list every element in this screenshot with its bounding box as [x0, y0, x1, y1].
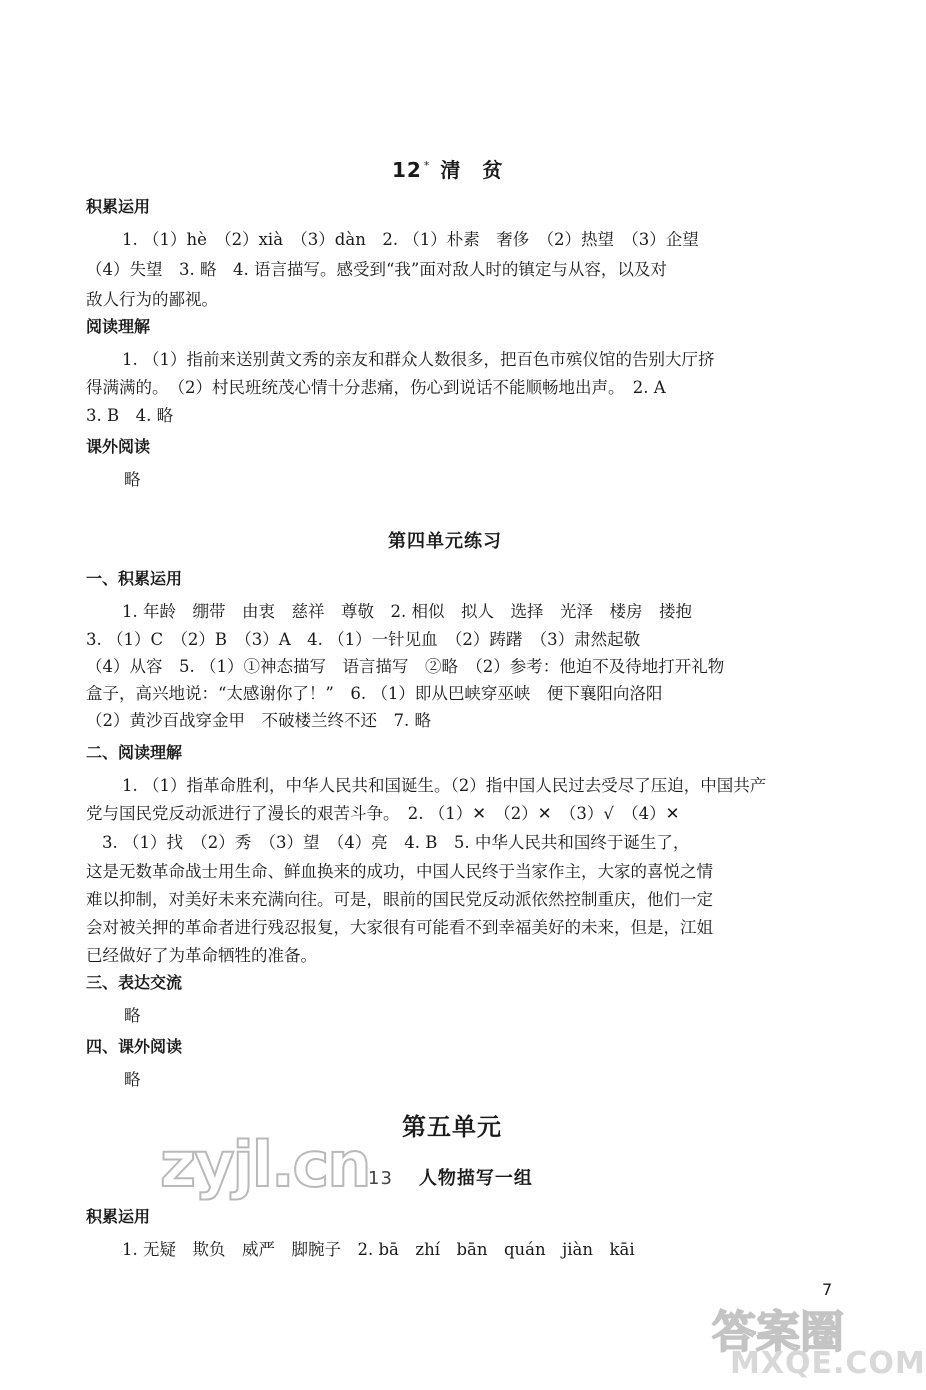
answer-line: 1. （1）hè （2）xià （3）dàn 2. （1）朴素 奢侈 （2）热望 （3）企望: [122, 230, 699, 249]
answer-line: 3. B 4. 略: [86, 406, 174, 425]
answer-line: 略: [124, 1070, 141, 1089]
lesson-13-title: [368, 1164, 533, 1190]
section-heading: 二、阅读理解: [86, 743, 183, 762]
answer-line: （2）黄沙百战穿金甲 不破楼兰终不还 7. 略: [86, 711, 431, 730]
answer-line: 难以抑制，对美好未来充满向往。可是，眼前的国民党反动派依然控制重庆，他们一定: [86, 890, 713, 909]
section-heading: 积累运用: [86, 1207, 151, 1226]
answer-line: 1. 年龄 绷带 由衷 慈祥 尊敬 2. 相似 拟人 选择 光泽 楼房 搂抱: [122, 602, 692, 621]
section-heading: 积累运用: [86, 197, 151, 216]
section-heading: 四、课外阅读: [86, 1037, 183, 1056]
answer-line: 会对被关押的革命者进行残忍报复，大家很有可能看不到幸福美好的未来，但是，江姐: [86, 918, 713, 937]
answer-line: 3. （1）找 （2）秀 （3）望 （4）亮 4. B 5. 中华人民共和国终于诞生了，: [102, 833, 690, 852]
lesson-title-text: 人物描写一组: [418, 1168, 533, 1189]
answer-line: 已经做好了为革命牺牲的准备。: [86, 946, 317, 965]
answer-line: （4）从容 5. （1）①神态描写 语言描写 ②略 （2）参考：他迫不及待地打开礼物: [86, 657, 725, 676]
answer-line: 1. 无疑 欺负 威严 脚腕子 2. bā zhí bān quán jiàn kāi: [122, 1240, 635, 1259]
answer-line: 1. （1）指前来送别黄文秀的亲友和群众人数很多，把百色市殡仪馆的告别大厅挤: [122, 350, 715, 369]
answer-line: 得满满的。 （2）村民班统茂心情十分悲痛，伤心到说话不能顺畅地出声。 2. A: [86, 378, 666, 397]
answer-line: 盒子，高兴地说：“太感谢你了！” 6. （1）即从巴峡穿巫峡 便下襄阳向洛阳: [86, 684, 663, 703]
site-watermark: zyjl.cn: [160, 1128, 370, 1201]
answer-line: （4）失望 3. 略 4. 语言描写。感受到“我”面对敌人时的镇定与从容，以及对: [86, 260, 667, 279]
answer-line: 3. （1）C （2）B （3）A 4. （1）一针见血 （2）踌躇 （3）肃然起敬: [86, 630, 641, 649]
page-number: 7: [822, 1280, 833, 1299]
lesson-title-text: 清 贫: [440, 158, 504, 182]
answer-line: 党与国民党反动派进行了漫长的艰苦斗争。 2. （1）✕ （2）✕ （3）√ （4）✕: [86, 804, 680, 823]
answer-line: 略: [124, 1006, 141, 1025]
unit4-practice-title: 第四单元练习: [388, 531, 502, 552]
answer-line: 这是无数革命战士用生命、鲜血换来的成功，中国人民终于当家作主，大家的喜悦之情: [86, 862, 713, 881]
answer-line: 1. （1）指革命胜利，中华人民共和国诞生。（2）指中国人民过去受尽了压迫，中国共产: [122, 776, 767, 795]
answer-line: 略: [124, 470, 141, 489]
section-heading: 课外阅读: [86, 437, 151, 456]
domain-watermark: MXQE.COM: [730, 1346, 926, 1381]
unit5-title: 第五单元: [402, 1113, 502, 1141]
lesson-number: 12: [392, 158, 422, 182]
answer-line: 敌人行为的鄙视。: [86, 290, 218, 309]
section-heading: 阅读理解: [86, 317, 151, 336]
section-heading: 三、表达交流: [86, 973, 183, 992]
lesson-number: 13: [368, 1168, 393, 1189]
logo-watermark: 答案圈: [712, 1307, 844, 1358]
section-heading: 一、积累运用: [86, 569, 183, 588]
lesson-asterisk: *: [423, 159, 431, 173]
lesson-12-title: [392, 154, 503, 183]
